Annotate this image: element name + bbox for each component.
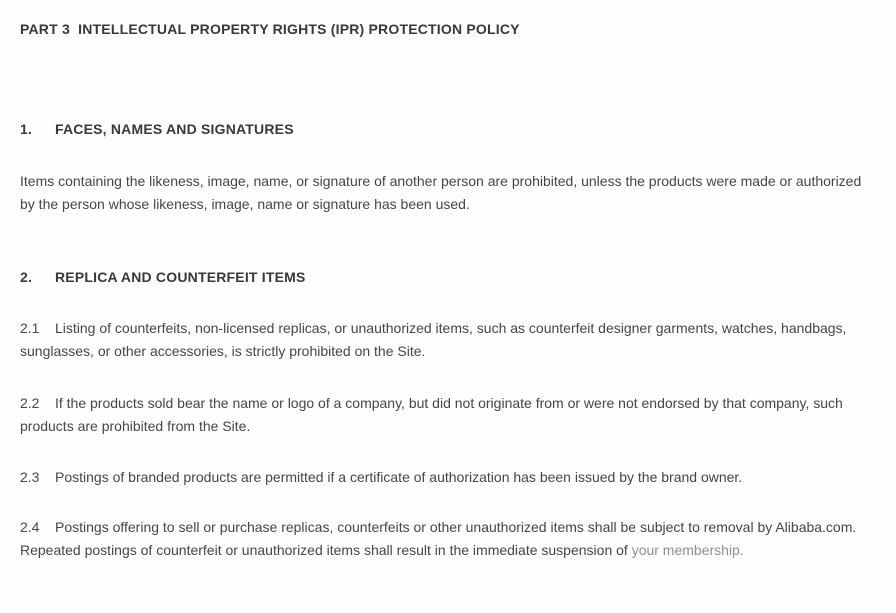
- section-1-number: 1.: [20, 121, 33, 137]
- paragraph-faces-names-text: Items containing the likeness, image, name, or signature of another person are prohibited, unless the products were made or authorized by the person whose likeness, image, name or signature has been used.: [20, 173, 862, 212]
- section-2-heading-label: REPLICA AND COUNTERFEIT ITEMS: [55, 269, 306, 285]
- paragraph-2-3: [20, 466, 878, 489]
- paragraph-2-3-number: 2.3: [20, 469, 40, 485]
- paragraph-2-2-number: 2.2: [20, 395, 40, 411]
- paragraph-2-2-text: If the products sold bear the name or logo of a company, but did not originate from or were not endorsed by that company, such products are prohibited from the Site.: [20, 395, 843, 434]
- section-1-heading: [20, 121, 880, 137]
- paragraph-2-4-faded-text: your membership.: [631, 541, 744, 558]
- paragraph-2-4: [20, 516, 878, 561]
- paragraph-faces-names: [20, 170, 878, 215]
- paragraph-2-3-text: Postings of branded products are permitted if a certificate of authorization has been issued by the brand owner.: [55, 469, 743, 485]
- paragraph-2-1: [20, 317, 878, 362]
- section-1-heading-label: FACES, NAMES AND SIGNATURES: [55, 121, 294, 137]
- paragraph-2-4-number: 2.4: [20, 519, 40, 535]
- section-2-number: 2.: [20, 269, 33, 285]
- paragraph-2-1-number: 2.1: [20, 320, 40, 336]
- paragraph-2-1-text: Listing of counterfeits, non-licensed replicas, or unauthorized items, such as counterfeit designer garments, watches, handbags, sunglasses, or other accessories, is strictly prohibited on the Site.: [20, 320, 847, 359]
- paragraph-2-4-text: Postings offering to sell or purchase replicas, counterfeits or other unauthorized items shall be subject to removal by Alibaba.com. Repeated postings of counterfeit or unauthorized items shall result in the immediate suspension of: [20, 519, 857, 558]
- paragraph-2-2: [20, 392, 878, 437]
- document-title: PART 3 INTELLECTUAL PROPERTY RIGHTS (IPR) PROTECTION POLICY: [20, 21, 520, 37]
- section-2-heading: [20, 269, 880, 285]
